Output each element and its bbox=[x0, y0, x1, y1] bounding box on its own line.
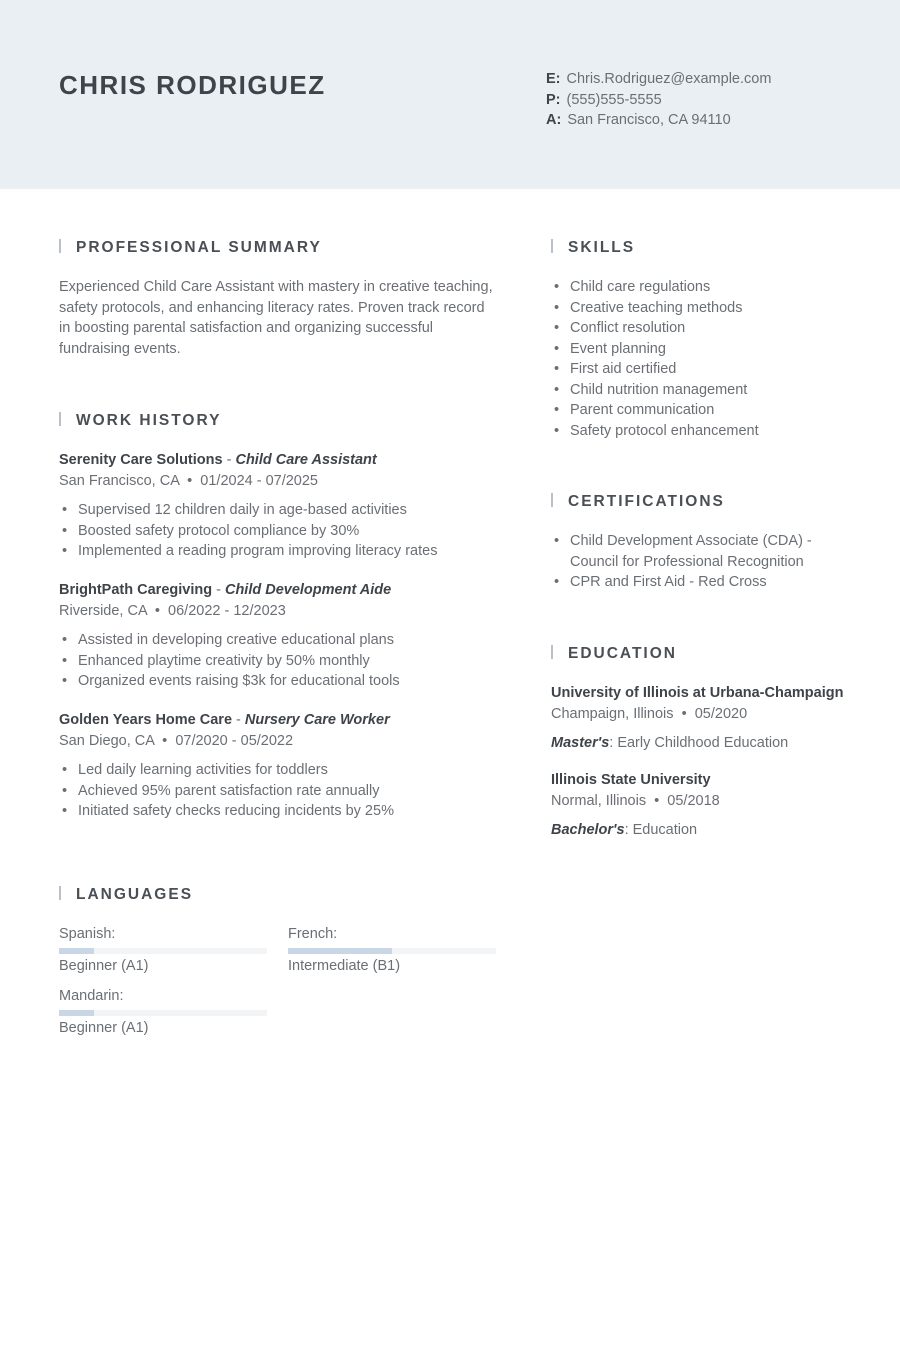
skills-list bbox=[551, 277, 851, 441]
bullet-separator: • bbox=[183, 472, 197, 489]
list-item: • Organized events raising $3k for educational tools bbox=[59, 671, 519, 692]
certification-item: • CPR and First Aid - Red Cross bbox=[551, 572, 851, 593]
bullet-separator: • bbox=[150, 602, 165, 619]
degree-field: : Early Childhood Education bbox=[609, 735, 789, 751]
language-proficiency-fill bbox=[59, 1010, 94, 1016]
education-entry bbox=[551, 770, 871, 841]
list-item: • Supervised 12 children daily in age-based activities bbox=[59, 500, 519, 521]
skill-item: • Event planning bbox=[551, 339, 851, 360]
skill-item: • Creative teaching methods bbox=[551, 298, 851, 319]
section-title-text: PROFESSIONAL SUMMARY bbox=[76, 239, 322, 256]
resume-header bbox=[0, 0, 900, 189]
job-dates: 06/2022 - 12/2023 bbox=[168, 602, 286, 619]
bullet-separator: • bbox=[158, 732, 172, 749]
skill-item: • First aid certified bbox=[551, 359, 851, 380]
contact-phone-label: P: bbox=[546, 91, 561, 108]
job-role: Nursery Care Worker bbox=[244, 712, 390, 728]
list-item: • Led daily learning activities for toddlers bbox=[59, 760, 519, 781]
education-degree bbox=[551, 820, 871, 841]
education-entry bbox=[551, 683, 871, 754]
job-location: San Francisco, CA bbox=[59, 472, 180, 489]
degree-type: Master's bbox=[551, 735, 610, 751]
certifications-list bbox=[551, 531, 851, 593]
skill-item: • Child nutrition management bbox=[551, 380, 851, 401]
section-divider bbox=[551, 239, 553, 253]
education-location: Normal, Illinois bbox=[551, 792, 647, 809]
job-heading bbox=[59, 710, 519, 731]
list-item: • Achieved 95% parent satisfaction rate annually bbox=[59, 781, 519, 802]
education-location: Champaign, Illinois bbox=[551, 705, 674, 722]
language-proficiency-bar bbox=[288, 948, 496, 954]
job-role: Child Care Assistant bbox=[235, 452, 377, 468]
job-separator: - bbox=[222, 452, 236, 468]
language-entry bbox=[59, 986, 267, 1038]
section-title-text: EDUCATION bbox=[568, 645, 677, 662]
job-company: Serenity Care Solutions bbox=[59, 452, 223, 468]
skill-item: • Parent communication bbox=[551, 400, 851, 421]
candidate-name: CHRIS RODRIGUEZ bbox=[59, 70, 326, 100]
section-title-text: WORK HISTORY bbox=[76, 412, 222, 429]
certification-item: • Child Development Associate (CDA) - Council for Professional Recognition bbox=[551, 531, 851, 572]
section-title-text: CERTIFICATIONS bbox=[568, 493, 725, 510]
section-title-skills bbox=[551, 239, 635, 257]
contact-address-label: A: bbox=[546, 112, 562, 128]
section-divider bbox=[59, 239, 61, 253]
skill-item: • Safety protocol enhancement bbox=[551, 421, 851, 442]
skill-item: • Child care regulations bbox=[551, 277, 851, 298]
education-date: 05/2020 bbox=[694, 705, 748, 722]
bullet-separator: • bbox=[650, 792, 664, 809]
job-location: San Diego, CA bbox=[59, 732, 155, 749]
list-item: • Enhanced playtime creativity by 50% monthly bbox=[59, 651, 519, 672]
language-level: Beginner (A1) bbox=[59, 958, 149, 974]
language-entry bbox=[288, 924, 496, 976]
summary-text: Experienced Child Care Assistant with mastery in creative teaching, safety protocols, and enhancing literacy rates. Proven track record in boosting parental satisfaction and organizing successful fundraising events. bbox=[59, 279, 493, 357]
job-heading bbox=[59, 450, 519, 471]
job-bullets bbox=[59, 500, 519, 562]
language-proficiency-fill bbox=[59, 948, 94, 954]
job-heading bbox=[59, 580, 519, 601]
job-meta bbox=[59, 731, 519, 752]
education-school: Illinois State University bbox=[551, 772, 711, 788]
language-proficiency-fill bbox=[288, 948, 392, 954]
list-item: • Implemented a reading program improving literacy rates bbox=[59, 541, 519, 562]
language-name: Mandarin: bbox=[59, 988, 124, 1004]
section-title-text: SKILLS bbox=[568, 239, 636, 256]
job-company: BrightPath Caregiving bbox=[59, 582, 213, 598]
job-separator: - bbox=[232, 712, 245, 728]
language-entry bbox=[59, 924, 267, 976]
language-level: Intermediate (B1) bbox=[288, 958, 401, 974]
education-meta bbox=[551, 791, 871, 812]
job-bullets bbox=[59, 630, 519, 692]
section-divider bbox=[59, 886, 61, 900]
job-location: Riverside, CA bbox=[59, 602, 147, 619]
section-title-work-history bbox=[59, 412, 221, 430]
job-dates: 01/2024 - 07/2025 bbox=[200, 472, 318, 489]
bullet-separator: • bbox=[677, 705, 691, 722]
language-proficiency-bar bbox=[59, 948, 267, 954]
degree-type: Bachelor's bbox=[551, 822, 625, 838]
education-school: University of Illinois at Urbana-Champaign bbox=[551, 685, 844, 701]
language-level: Beginner (A1) bbox=[59, 1020, 149, 1036]
contact-address bbox=[546, 110, 771, 131]
contact-email-label: E: bbox=[546, 71, 561, 87]
job-company: Golden Years Home Care bbox=[59, 712, 233, 728]
section-divider bbox=[551, 645, 553, 659]
contact-phone-value: (555)555-5555 bbox=[566, 91, 662, 108]
contact-email bbox=[546, 69, 771, 90]
section-title-text: LANGUAGES bbox=[76, 886, 194, 903]
contact-phone bbox=[546, 90, 771, 111]
contact-info bbox=[546, 69, 771, 131]
job-entry bbox=[59, 450, 519, 562]
language-name: French: bbox=[288, 926, 338, 942]
job-bullets bbox=[59, 760, 519, 822]
skill-item: • Conflict resolution bbox=[551, 318, 851, 339]
job-dates: 07/2020 - 05/2022 bbox=[175, 732, 294, 749]
section-title-summary bbox=[59, 239, 322, 257]
education-meta bbox=[551, 704, 871, 725]
job-meta bbox=[59, 471, 519, 492]
degree-field: : Education bbox=[624, 822, 698, 838]
job-separator: - bbox=[212, 582, 225, 598]
job-entry bbox=[59, 710, 519, 822]
section-divider bbox=[59, 412, 61, 426]
job-entry bbox=[59, 580, 519, 692]
language-name: Spanish: bbox=[59, 926, 116, 942]
section-title-certifications bbox=[551, 493, 725, 511]
education-date: 05/2018 bbox=[667, 792, 720, 809]
list-item: • Assisted in developing creative educational plans bbox=[59, 630, 519, 651]
education-degree bbox=[551, 733, 871, 754]
language-proficiency-bar bbox=[59, 1010, 267, 1016]
contact-address-value: San Francisco, CA 94110 bbox=[567, 112, 731, 128]
job-role: Child Development Aide bbox=[224, 582, 392, 598]
section-title-languages bbox=[59, 886, 193, 904]
list-item: • Initiated safety checks reducing incidents by 25% bbox=[59, 801, 519, 822]
list-item: • Boosted safety protocol compliance by 30% bbox=[59, 521, 519, 542]
contact-email-value[interactable]: Chris.Rodriguez@example.com bbox=[566, 71, 772, 87]
section-divider bbox=[551, 493, 553, 507]
section-title-education bbox=[551, 645, 677, 663]
job-meta bbox=[59, 601, 519, 622]
